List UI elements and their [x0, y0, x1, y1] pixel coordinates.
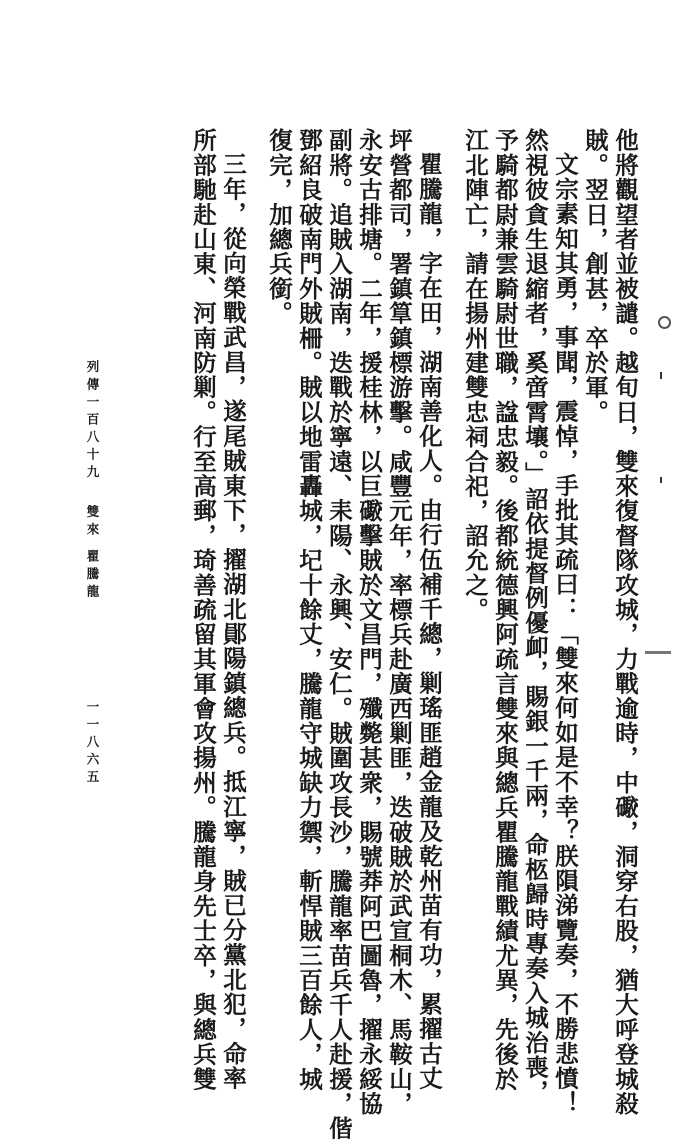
scan-mark — [658, 316, 671, 329]
text-column: 他將觀望者並被譴。越旬日，雙來復督隊攻城，力戰逾時，中礮，洞穿右股，猶大呼登城殺 — [611, 128, 639, 1116]
biography-names: 雙來 瞿騰龍 — [85, 505, 100, 602]
text-column: 坪營都司，署鎮筸鎮標游擊。咸豐元年，率標兵赴廣西剿匪，迭破賊於武宣桐木、馬鞍山， — [385, 128, 413, 1116]
text-column: 瞿騰龍，字在田，湖南善化人。由行伍補千總，剿瑤匪趙金龍及乾州苗有功，累擢古丈 — [415, 152, 443, 1091]
text-column: 副將。追賊入湖南，迭戰於寧遠、耒陽、永興、安仁。賊圍攻長沙，騰龍率苗兵千人赴援，偕 — [325, 128, 353, 1141]
text-column: 然視彼貪生退縮者，奚啻霄壤。」詔依提督例優卹，賜銀一千兩，命柩歸時專奏入城治喪， — [521, 128, 549, 1105]
text-column: 復完，加總兵銜。 — [265, 128, 293, 326]
text-column: 賊。翌日，創甚，卒於軍。 — [581, 128, 609, 425]
section-title: 列傳一百八十九 — [85, 360, 100, 483]
scan-mark — [660, 372, 662, 379]
text-column: 江北陣亡，請在揚州建雙忠祠合祀，詔允之。 — [461, 128, 489, 622]
text-column: 鄧紹良破南門外賊柵。賊以地雷轟城，圮十餘丈，騰龍守城缺力禦，斬悍賊三百餘人，城 — [295, 128, 323, 1092]
scan-mark — [645, 651, 671, 654]
text-column: 永安古排塘。二年，援桂林，以巨礮擊賊於文昌門，殲斃甚衆，賜號莽阿巴圖魯，擢永綏協 — [355, 128, 383, 1116]
page-number: 一一八六五 — [85, 700, 100, 788]
text-column: 三年，從向榮戰武昌，遂尾賊東下，擢湖北鄖陽鎮總兵。抵江寧，賊已分黨北犯，命率 — [219, 152, 247, 1091]
text-column: 文宗素知其勇，事聞，震悼，手批其疏曰：「雙來何如是不幸？朕隕涕覽奏，不勝悲憤！ — [551, 152, 579, 1116]
text-column: 所部馳赴山東、河南防剿。行至高郵，琦善疏留其軍會攻揚州。騰龍身先士卒，與總兵雙 — [189, 128, 217, 1092]
scan-mark — [660, 477, 662, 483]
text-column: 予騎都尉兼雲騎尉世職，諡忠毅。後都統德興阿疏言雙來與總兵瞿騰龍戰績尤異，先後於 — [491, 128, 519, 1092]
